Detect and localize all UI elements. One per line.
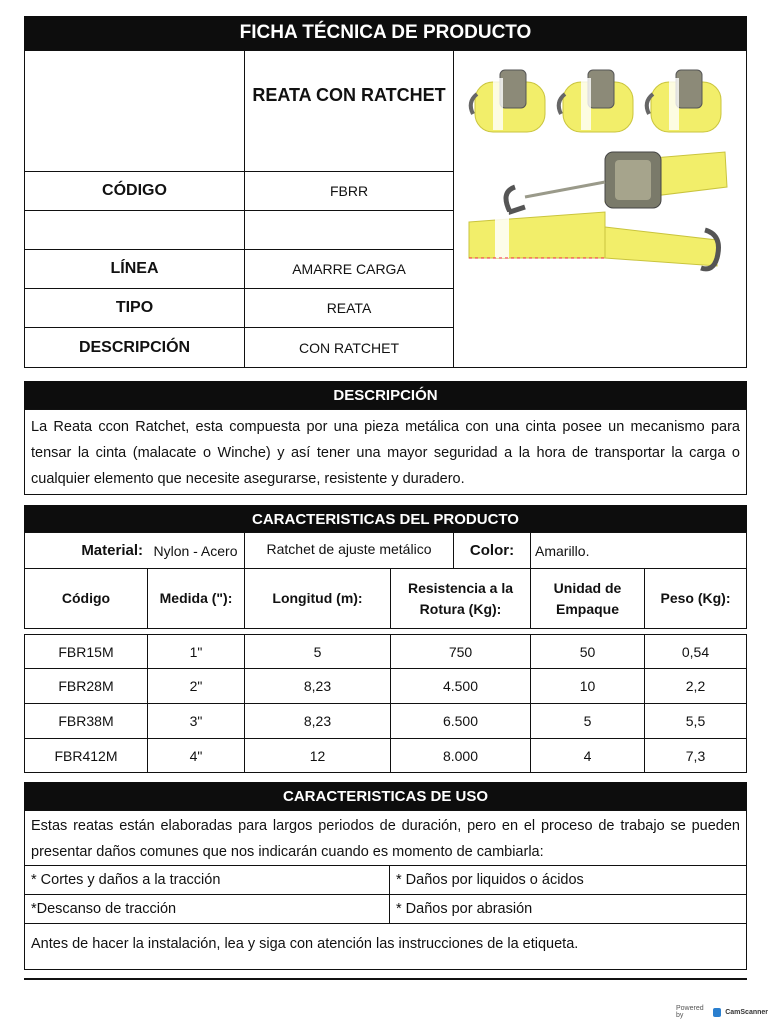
table-cell: 4 (530, 738, 645, 773)
material-label: Material: (24, 532, 148, 569)
page-title: FICHA TÉCNICA DE PRODUCTO (239, 22, 532, 43)
description-header: DESCRIPCIÓN (24, 381, 747, 409)
table-cell: 0,54 (644, 634, 747, 669)
small-strap-1 (471, 70, 545, 132)
table-cell: 8,23 (244, 668, 391, 704)
usage-footer: Antes de hacer la instalación, lea y siga con atención las instrucciones de la etiqueta. (24, 923, 747, 970)
color-label: Color: (453, 532, 531, 569)
camscanner-logo-icon (713, 1008, 721, 1017)
field-value-tipo: REATA (244, 288, 454, 328)
field-value-descripcion: CON RATCHET (244, 327, 454, 368)
bottom-rule (24, 978, 747, 980)
table-cell: 1" (147, 634, 245, 669)
field-label-descripcion: DESCRIPCIÓN (24, 327, 245, 368)
table-cell: 5,5 (644, 703, 747, 739)
table-cell: 4.500 (390, 668, 531, 704)
table-cell: 750 (390, 634, 531, 669)
product-image (453, 50, 747, 368)
table-cell: 6.500 (390, 703, 531, 739)
product-name: REATA CON RATCHET (244, 50, 454, 172)
table-cell: 50 (530, 634, 645, 669)
description-text: La Reata ccon Ratchet, esta compuesta por una pieza metálica con una cinta posee un mecanismo para tensar la cinta (malacate o Winche) y así tener una mayor seguridad a la hora de transportar la carga o cualquier elemento que necesite asegurarse, resistente y duradero. (24, 409, 747, 495)
col-header-unidad: Unidad de Empaque (530, 568, 645, 629)
table-cell: FBR38M (24, 703, 148, 739)
table-cell: 2,2 (644, 668, 747, 704)
usage-item: * Daños por abrasión (389, 894, 747, 924)
table-cell: FBR15M (24, 634, 148, 669)
table-cell: FBR28M (24, 668, 148, 704)
field-value-empty (244, 210, 454, 250)
small-strap-3 (647, 70, 721, 132)
table-cell: 10 (530, 668, 645, 704)
table-cell: 4" (147, 738, 245, 773)
large-strap (469, 152, 727, 269)
logo-area (24, 50, 245, 172)
ratchet-note: Ratchet de ajuste metálico (244, 532, 454, 569)
table-cell: 3" (147, 703, 245, 739)
table-cell: 2" (147, 668, 245, 704)
usage-item: *Descanso de tracción (24, 894, 390, 924)
usage-intro: Estas reatas están elaboradas para largos periodos de duración, pero en el proceso de trabajo se pueden presentar daños comunes que nos indicarán cuando es momento de cambiarla: (24, 810, 747, 866)
field-label-linea: LÍNEA (24, 249, 245, 289)
table-cell: 5 (530, 703, 645, 739)
ratchet-strap-illustration (455, 52, 745, 366)
table-cell: 12 (244, 738, 391, 773)
usage-header: CARACTERISTICAS DE USO (24, 782, 747, 810)
field-value-codigo: FBRR (244, 171, 454, 211)
col-header-resistencia: Resistencia a la Rotura (Kg): (390, 568, 531, 629)
field-value-linea: AMARRE CARGA (244, 249, 454, 289)
table-cell: 8.000 (390, 738, 531, 773)
material-value: Nylon - Acero (147, 532, 245, 569)
col-header-codigo: Código (24, 568, 148, 629)
powered-by-watermark: Powered by CamScanner (676, 1005, 768, 1019)
col-header-medida: Medida ("): (147, 568, 245, 629)
usage-item: * Daños por liquidos o ácidos (389, 865, 747, 895)
title-bar (24, 16, 747, 50)
table-cell: 8,23 (244, 703, 391, 739)
table-cell: 5 (244, 634, 391, 669)
field-label-codigo: CÓDIGO (24, 171, 245, 211)
table-cell: FBR412M (24, 738, 148, 773)
characteristics-header: CARACTERISTICAS DEL PRODUCTO (24, 505, 747, 533)
col-header-longitud: Longitud (m): (244, 568, 391, 629)
field-label-tipo: TIPO (24, 288, 245, 328)
small-strap-2 (559, 70, 633, 132)
usage-item: * Cortes y daños a la tracción (24, 865, 390, 895)
col-header-peso: Peso (Kg): (644, 568, 747, 629)
field-label-empty (24, 210, 245, 250)
color-value: Amarillo. (530, 532, 747, 569)
table-cell: 7,3 (644, 738, 747, 773)
